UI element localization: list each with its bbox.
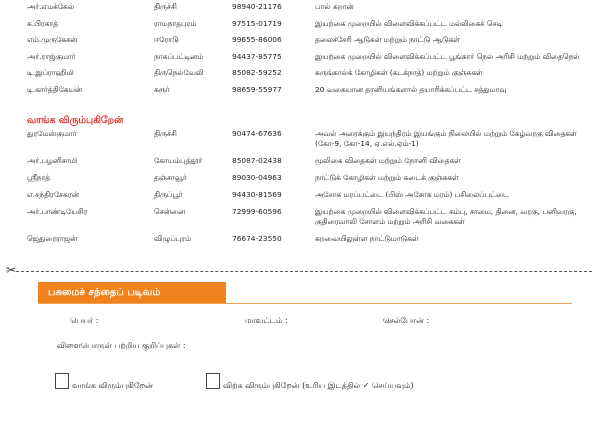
table-row (0, 18, 600, 35)
sell-checkbox[interactable] (206, 373, 220, 389)
seller-name: எ.சந்திரசேகரன் (27, 190, 79, 199)
product-notes-label: விளைபொருள் பற்றிய குறிப்புகள் : (57, 341, 186, 350)
product-description: இயற்கை முறையில் விளைவிக்கப்பட்ட பூங்கார் நெல் அரிசி மற்றும் விதைநெல் (315, 51, 580, 61)
table-row (0, 128, 600, 155)
seller-name: க.பிரகாத் (27, 18, 59, 28)
product-description: நாட்டுக் கோழிகள் மற்றும் கடைக் குஞ்சுகள் (315, 173, 459, 182)
seller-name: துரமேஸ்குமார் (27, 129, 77, 138)
phone-number: 76674-23550 (232, 234, 282, 243)
phone-number: 94437-85775 (232, 51, 282, 61)
product-description: தலைச்சேரி ஆடுகள் மற்றும் நாட்டு ஆடுகள் (315, 35, 460, 45)
buy-heading: வாங்க விரும்புகிறேன் (27, 115, 124, 126)
table-row (0, 172, 600, 189)
buy-table (0, 128, 600, 250)
place: ராமநாதபுரம் (154, 18, 197, 28)
table-row (0, 155, 600, 172)
place: நாகப்பட்டினம் (154, 51, 204, 61)
product-description: இயற்கை முறையில் விளைவிக்கப்பட்ட கம்பு, சாமை, தினை, வரகு, பனிவரகு, குதிரைவாலி சோளம் மற்றும் அரிசி வகைகள் (315, 207, 577, 226)
seller-name: எம்.முருகேசன் (27, 35, 78, 45)
place: திருநெல்வேலி (154, 68, 204, 78)
buy-checkbox[interactable] (55, 373, 69, 389)
table-row (0, 1, 600, 18)
place: கோயம்புத்தூர் (154, 156, 203, 165)
phone-number: 90474-67636 (232, 129, 282, 138)
sell-table (0, 1, 600, 101)
place: விழுப்புரம் (154, 234, 192, 243)
name-label: பெயர் : (70, 316, 99, 325)
table-row (0, 51, 600, 68)
phone-number: 99655-86006 (232, 35, 282, 45)
phone-number: 72999-60596 (232, 207, 282, 216)
cut-line (6, 271, 592, 272)
product-description: கருங்கால்க் கோழிகள் (கடக்நாத்) மற்றும் குஞ்சுகள் (315, 68, 483, 78)
phone-number: 98940-21176 (232, 2, 282, 11)
phone-number: 98659-55977 (232, 84, 282, 94)
district-label: மாவட்டம் : (245, 316, 288, 325)
product-description: மூலிகை விதைகள் மற்றும் நோனி விதைகள் (315, 156, 461, 165)
seller-name: டி.கார்த்திகேயன் (27, 84, 83, 94)
table-row (0, 67, 600, 84)
product-description: கறவையிலுள்ள நாட்டுமாடுகள் (315, 234, 419, 243)
form-banner: பசுமைச் சந்தைப் படிவம் (38, 282, 226, 304)
place: கரூர் (154, 84, 170, 94)
phone-number: 85087-02438 (232, 156, 282, 165)
cell-label: செல்போன் : (383, 316, 430, 325)
phone-number: 89030-04963 (232, 173, 282, 182)
place: திருச்சி (154, 2, 177, 11)
seller-name: ஜெதுரைராஜன் (27, 234, 78, 243)
table-row (0, 189, 600, 206)
seller-name: அர்.ராஜ்குமார் (27, 51, 76, 61)
table-row (0, 34, 600, 51)
place: திருச்சி (154, 129, 177, 138)
table-row (0, 84, 600, 101)
phone-number: 85082-59252 (232, 68, 282, 78)
place: சென்னை (154, 207, 186, 216)
product-description: அசோக மரப்பட்டை (பிஸ் அசோக மரம்) பசிலைப்பட்டை (315, 190, 509, 199)
product-description: 20 வகையான தானியங்களால் தயாரிக்கப்பட்ட சத்துமாவு (315, 84, 507, 94)
product-description: பால் கறான் (315, 2, 354, 11)
scissors-icon: ✂ (6, 263, 17, 277)
place: ஈரோடு (154, 35, 179, 45)
seller-name: அர்.பாண்டியேசிர (27, 207, 88, 216)
place: தஞ்சாவூர் (154, 173, 187, 182)
table-row (0, 233, 600, 250)
product-description: அவல் அரைக்கும் இயந்திரம் இயங்கும் நிலையில் மற்றும் கேழ்வரகு விதைகள் (கோ-9, கோ-14, ஏ.எல்.ஏம்-1) (315, 129, 577, 148)
sell-option-label: விற்க விரும்புகிறேன் (உரிய இடத்தில் ✓ செய்யவும்) (223, 381, 414, 390)
buy-option-label: வாங்க விரும்புகிறேன் (72, 381, 153, 390)
banner-underline (38, 303, 572, 304)
product-description: இயற்கை முறையில் விளைவிக்கப்பட்ட மல்லிகைச் செடி (315, 18, 503, 28)
phone-number: 97515-01719 (232, 18, 282, 28)
seller-name: ஸ்ரீநாத் (27, 173, 51, 182)
place: திருப்பூர் (154, 190, 183, 199)
seller-name: அர்.எமக்கேல் (27, 2, 74, 11)
table-row (0, 206, 600, 233)
phone-number: 94430-81569 (232, 190, 282, 199)
seller-name: டி.இப்ராஹிமி (27, 68, 74, 78)
seller-name: அர்.பழனிசாமி (27, 156, 77, 165)
